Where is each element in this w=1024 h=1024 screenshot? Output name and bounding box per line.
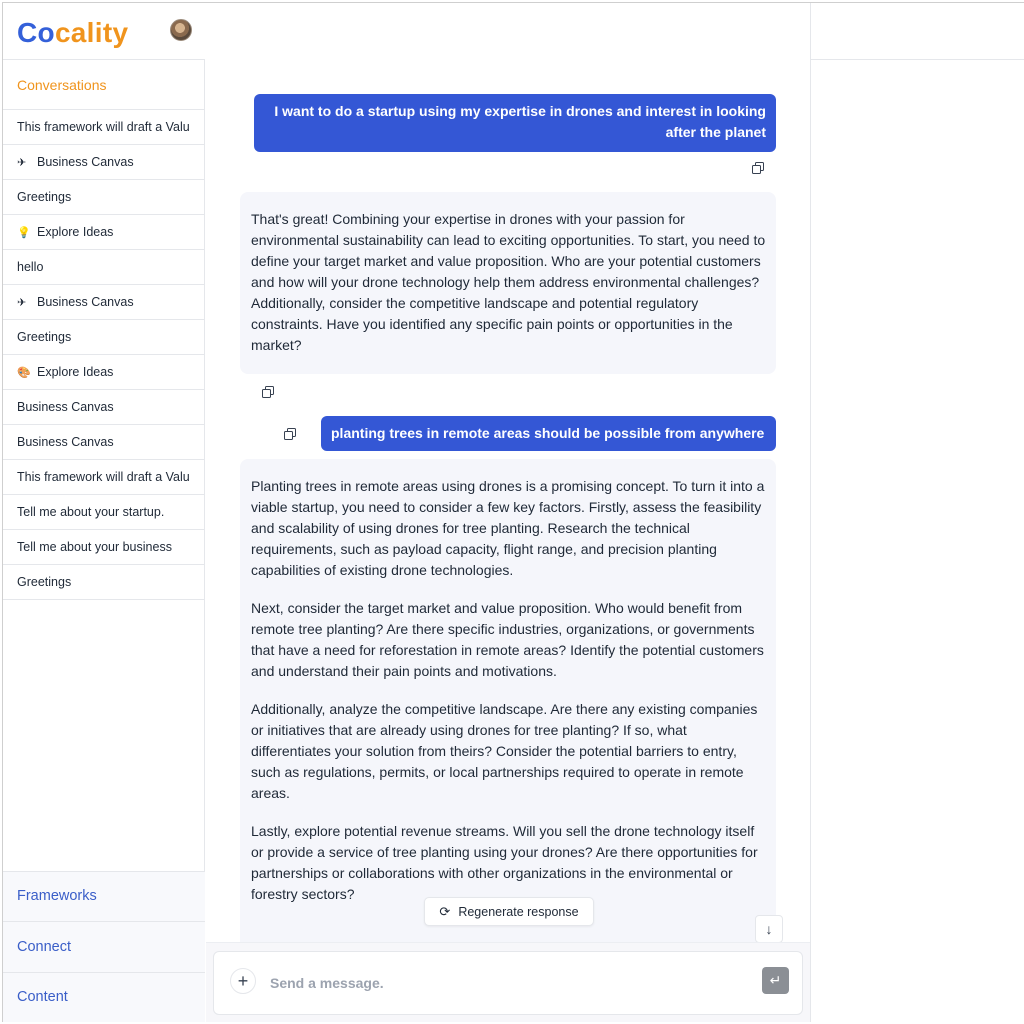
conversation-label: hello [17,260,44,274]
sidebar [3,59,205,1022]
user-message-text: planting trees in remote areas should be possible from anywhere [331,425,765,441]
user-avatar[interactable] [170,19,192,41]
conversation-item[interactable] [3,285,204,320]
conversation-item[interactable] [3,460,204,495]
copy-icon[interactable] [262,386,274,398]
conversation-label: Greetings [17,190,72,204]
conversation-item[interactable] [3,530,204,565]
conversation-item[interactable] [3,110,204,145]
assistant-paragraph: That's great! Combining your expertise in drones with your passion for environmental sustainability can lead to exciting opportunities. To start, you need to define your target market and value proposition. Who are your potential customers and how will your drone technology help them address environmental challenges? Additionally, consider the competitive landscape and potential regulatory constraints. Have you identified any specific pain points or opportunities in the market? [251,211,766,353]
conversations-title[interactable]: Conversations [3,59,204,110]
composer-area [206,942,810,1022]
conversation-item[interactable] [3,320,204,355]
enter-icon: ↵ [769,972,782,988]
scroll-down-button[interactable] [755,915,783,943]
user-message-text: I want to do a startup using my expertise in drones and interest in looking after the planet [274,103,766,140]
conversation-item[interactable] [3,250,204,285]
logo-part-co: Co [17,17,55,48]
divider [811,59,1024,60]
conversation-label: Greetings [17,575,72,589]
copy-icon[interactable] [752,162,764,174]
conversation-label: Explore Ideas [37,365,114,379]
arrow-down-icon: ↓ [765,921,773,937]
conversation-item[interactable] [3,565,204,600]
conversation-label: Business Canvas [37,155,134,169]
right-panel [810,3,1024,1022]
assistant-paragraph: Next, consider the target market and value proposition. Who would benefit from remote tree planting? Are there specific industries, organizations, or governments that have a need for reforestation in remote areas? Identify the potential customers and understand their pain points and motivations. [251,600,764,679]
conversation-label: Business Canvas [17,435,114,449]
user-message [321,416,776,451]
conversation-item[interactable] [3,390,204,425]
conversation-item[interactable] [3,425,204,460]
conversation-label: This framework will draft a Valu [17,470,190,484]
send-button[interactable] [762,967,789,994]
conversation-label: Business Canvas [17,400,114,414]
logo-part-cality: cality [54,17,129,48]
conversation-label: Greetings [17,330,72,344]
assistant-message [240,459,776,942]
conversation-item[interactable] [3,145,204,180]
assistant-paragraph: Additionally, analyze the competitive landscape. Are there any existing companies or initiatives that are already using drones for tree planting? If so, what differentiates your solution from theirs? Consider the potential barriers to entry, such as regulations, permits, or local partnerships required to operate in remote areas. [251,701,758,801]
add-attachment-button[interactable] [230,968,256,994]
conversation-label: Tell me about your business [17,540,172,554]
assistant-message [240,192,776,374]
conversation-item[interactable] [3,180,204,215]
composer-box [213,951,803,1015]
nav-connect[interactable]: Connect [3,921,205,972]
assistant-paragraph: Planting trees in remote areas using drones is a promising concept. To turn it into a viable startup, you need to consider a few key factors. Firstly, assess the feasibility and scalability of using drones for tree planting. Research the technical requirements, such as payload capacity, flight range, and precision planting capabilities of existing drone technologies. [251,478,765,578]
message-input[interactable] [270,972,740,994]
assistant-paragraph: Lastly, explore potential revenue streams. Will you sell the drone technology itself or provide a service of tree planting using your drones? Are there opportunities for partnerships or collaborations with other organizations in the environmental or forestry sectors? [251,823,758,902]
sidebar-bottom-nav [3,871,205,1023]
nav-content[interactable]: Content [3,972,205,1023]
conversation-label: Business Canvas [37,295,134,309]
conversation-item[interactable] [3,355,204,390]
lightbulb-icon: 💡 [17,226,31,239]
conversation-label: Tell me about your startup. [17,505,165,519]
copy-icon[interactable] [284,428,296,440]
airplane-icon: ✈ [17,296,27,309]
nav-frameworks[interactable]: Frameworks [3,871,205,922]
plus-icon: + [237,970,249,991]
conversation-label: Explore Ideas [37,225,114,239]
conversation-label: This framework will draft a Valu [17,120,190,134]
user-message [254,94,776,152]
top-header [3,3,810,59]
palette-icon: 🎨 [17,366,31,379]
chat-area [206,59,810,942]
refresh-icon: ⟳ [439,903,451,919]
airplane-icon: ✈ [17,156,27,169]
regenerate-response-button[interactable] [424,897,594,926]
regenerate-label: Regenerate response [458,904,579,919]
app-logo[interactable] [17,17,128,49]
conversation-item[interactable] [3,215,204,250]
conversation-item[interactable] [3,495,204,530]
